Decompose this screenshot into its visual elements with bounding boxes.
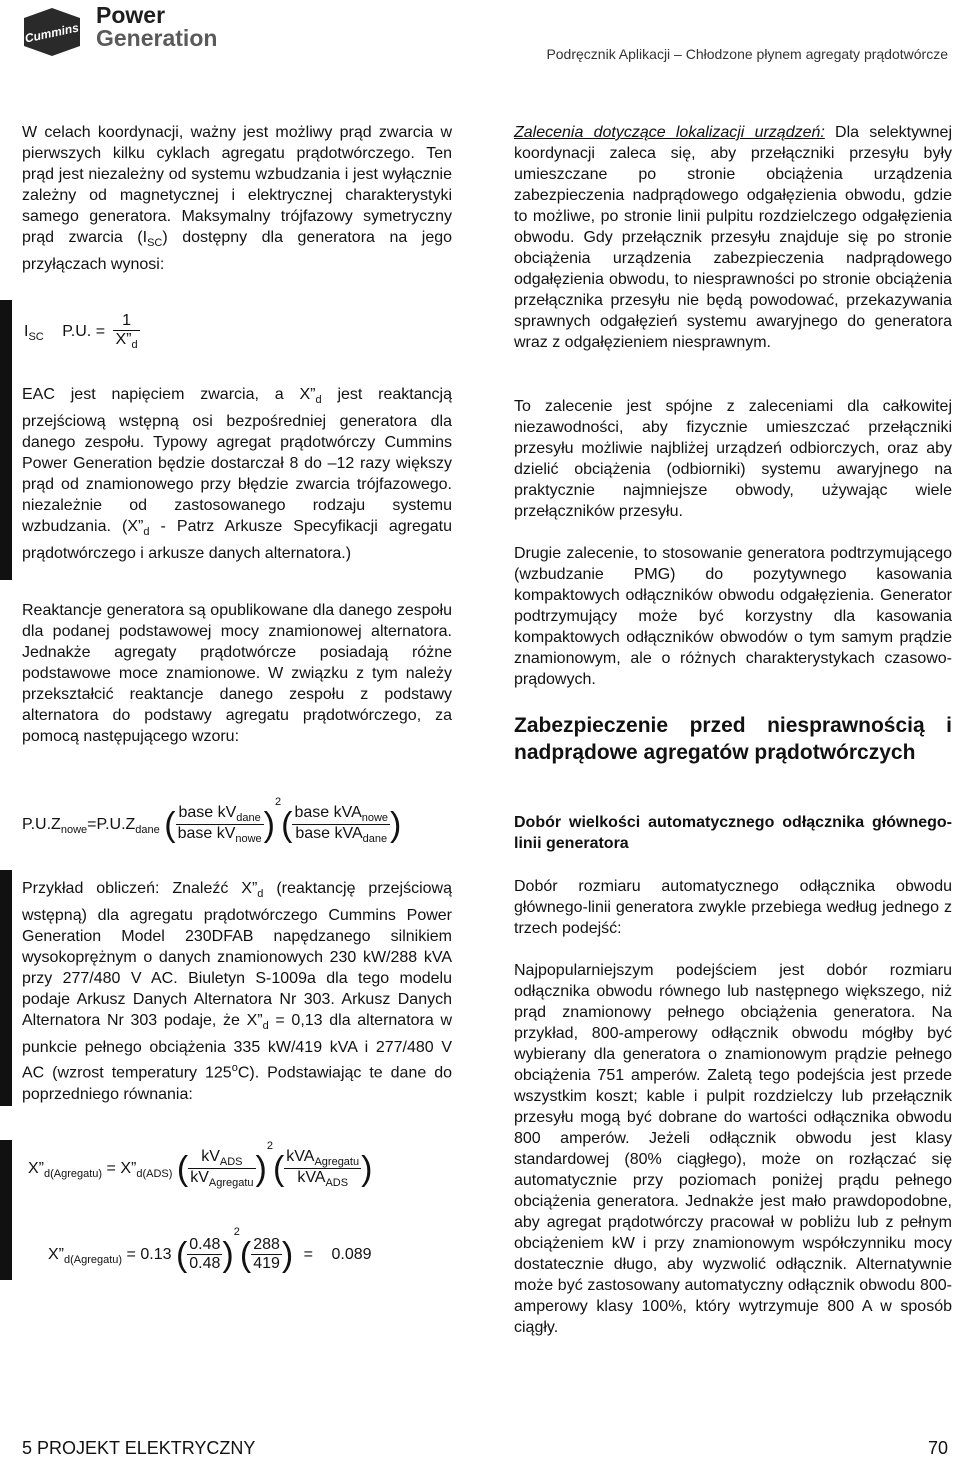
equation-isc: $I_{SC}$ P.U. = $\frac{1}{X”_d}$ <box>24 312 138 352</box>
brand-wordmark <box>96 4 217 50</box>
left-paragraph-1: W celach koordynacji, ważny jest możliwy prąd zwarcia w pierwszych kilku cyklach agregatu prądotwórczego. Ten prąd jest niezależny od systemu wzbudzania i jest wyłącznie zależny od magnetycznej i elektrycznej charakterystyki samego generatora. Maksymalny trójfazowy symetryczny prąd zwarcia $(I_{SC})$ dostępny dla generatora na jego przyłączach wynosi: <box>22 124 453 274</box>
equation-xd-general: $X”_{d(Agregatu)}$ = $X”_{d(ADS)}$ ( $\frac{kV_{ADS}}{kV_{Agregatu}}$ )$^2$( $\frac{kVA_{Agregatu}}{kVA_{ADS}}$ ) <box>28 1140 373 1190</box>
left-paragraph-2: EAC jest napięciem zwarcia, a $X”_d$ jest reaktancją przejściową wstępną osi bezpośredniej generatora dla danego zespołu. Typowy agregat prądotwórczy Cummins Power Generation będzie dostarczał 8 do –12 razy większy prąd od znamionowego przy błędzie zwarcia trójfazowego. niezależnie od zastosowanego rodzaju systemu wzbudzania. ($X”_d$ - Patrz Arkusze Specyfikacji agregatu prądotwórczego i arkusze danych alternatora.) <box>22 386 453 563</box>
change-bar <box>0 300 12 580</box>
svg-text:Cummins: Cummins <box>23 20 80 46</box>
subsection-heading: Dobór wielkości automatycznego odłącznika głównego-linii generatora <box>514 814 952 852</box>
right-paragraph-3: Drugie zalecenie, to stosowanie generatora podtrzymującego (wzbudzanie PMG) do pozytywnego kasowania kompaktowych odłączników obwodu odgałęzienia. Generator podtrzymujący może być korzystny dla kasowania kompaktowych odłączników obwodów o tym samym prądzie znamionowym, ale o różnych charakterystykach czasowo-prądowych. <box>514 545 952 688</box>
left-paragraph-4: Przykład obliczeń: Znaleźć $X”_d$ (reaktancję przejściową wstępną) dla agregatu prądotwórczego Cummins Power Generation Model 230DFAB napędzanego silnikiem wysokoprężnym o danych znamionowych 230 kW/288 kVA przy 277/480 V AC. Biuletyn S-1009a dla tego modelu podaje Arkusz Danych Alternatora Nr 303. Arkusz Danych Alternatora Nr 303 podaje, że $X”_d = 0,13$ dla alternatora w punkcie pełnego obciążenia 335 kW/419 kVA i 277/480 V AC (wzrost temperatury 125$^o$C). Podstawiając te dane do poprzedniego równania: <box>22 880 453 1103</box>
page-number: 70 <box>927 1438 948 1458</box>
section-heading: Zabezpieczenie przed niesprawnością i nadprądowe agregatów prądotwórczych <box>514 714 952 764</box>
cummins-logo-icon <box>20 6 84 58</box>
right-paragraph-1: Zalecenia dotyczące lokalizacji urządzeń: Dla selektywnej koordynacji zaleca się, aby przełączniki przesyłu były umieszczane po stronie obciążenia urządzenia zabezpieczenia nadprądowego odgałęzienia obwodu, gdzie to możliwe, po stronie linii pulpitu rozdzielczego odgałęzienia obwodu. Gdy przełącznik przesyłu znajduje się po stronie obciążenia urządzenia zabezpieczenia nadprądowego odgałęzienia obwodu, to niesprawności po stronie obciążenia przełącznika przesyłu nie będą powodować, przekazywania sprawnych odgałęzień systemu awaryjnego do generatora wraz z odgałęzieniem niesprawnym. <box>514 124 952 351</box>
equation-base-conversion: $P.U.Z_{nowe}=P.U.Z_{dane}$ ( $\frac{base kV_{dane}}{base kV_{nowe}}$ )$^2$( $\frac{base kVA_{nowe}}{base kVA_{dane}}$ ) <box>22 796 402 846</box>
brand-line1: Power <box>96 2 166 28</box>
right-paragraph-4: Dobór rozmiaru automatycznego odłącznika obwodu głównego-linii generatora zwykle przebiega według jednego z trzech podejść: <box>514 878 952 937</box>
right-paragraph-5: Najpopularniejszym podejściem jest dobór rozmiaru odłącznika obwodu równego lub następnego większego, niż prąd znamionowy pełnego obciążenia generatora. Na przykład, 800-amperowy odłącznik obwodu mógłby być wybierany dla generatora o znamionowym prądzie pełnego obciążenia 751 amperów. Zaletą tego podejścia jest przede wszystkim koszt; kable i pulpit rozdzielczy lub przełącznik przesyłu mogą być dobrane do wartości odłącznika obwodu 800 amperów. Jeżeli odłącznik obwodu jest klasy standardowej (80% ciągłego), może on rozłączać się automatycznie przy poziomach poniżej prądu pełnego obciążenia generatora. Jednakże jest mało prawdopodobne, aby agregat prądotwórczy pracował w pobliżu lub z pełnym obciążeniem kW i przy znamionowym współczynniku mocy dostatecznie długo, aby wyzwolić odłącznik. Alternatywnie może być zastosowany automatyczny odłącznik obwodu 800-amperowy klasy 100%, który wytrzymuje 800 A w sposób ciągły. <box>514 962 952 1336</box>
brand-line2: Generation <box>96 25 218 51</box>
right-paragraph-2: To zalecenie jest spójne z zaleceniami dla całkowitej niezawodności, aby fizycznie umieszczać przełączniki przesyłu możliwie najbliżej urządzeń odbiorczych, oraz aby dzielić obciążenia (odbiorniki) systemu awaryjnego na praktycznie najmniejsze obwody, używając wiele przełączników przesyłu. <box>514 398 952 520</box>
footer-section: 5 PROJEKT ELEKTRYCZNY <box>22 1438 256 1458</box>
change-bar <box>0 1140 12 1280</box>
left-paragraph-3: Reaktancje generatora są opublikowane dla danego zespołu dla podanej podstawowej mocy znamionowej alternatora. Jednakże agregaty prądotwórcze posiadają różne podstawowe moce znamionowe. W związku z tym należy przekształcić reaktancje danego zespołu z podstawy alternatora do podstawy agregatu prądotwórczego, za pomocą następującego wzoru: <box>22 602 452 745</box>
running-header: Podręcznik Aplikacji – Chłodzone płynem agregaty prądotwórcze <box>546 46 948 62</box>
equation-xd-numeric: $X”_{d(Agregatu)} = 0.13$ ( $\frac{0.48}{0.48}$ )$^2$( $\frac{288}{419}$ ) = 0.089 <box>48 1226 372 1274</box>
change-bar <box>0 870 12 1106</box>
